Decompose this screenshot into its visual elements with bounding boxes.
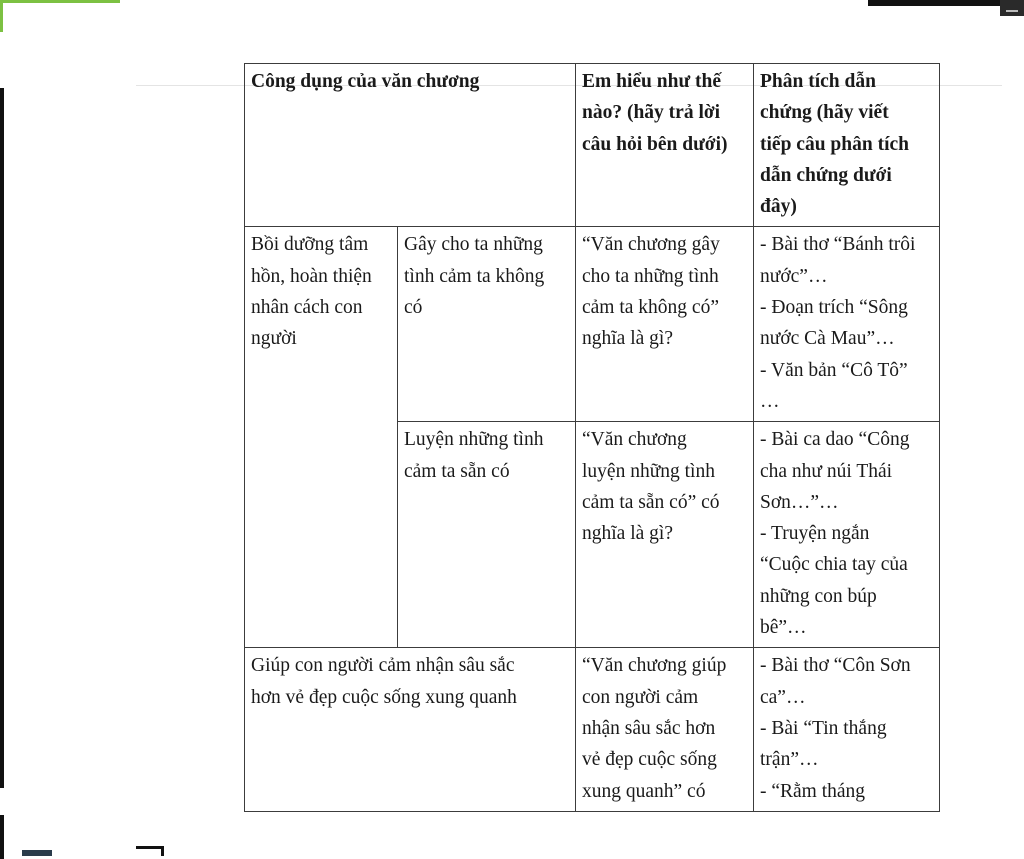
text-line: Sơn…”… — [760, 491, 839, 513]
table-row — [245, 227, 940, 422]
header-cell-uses: Công dụng của văn chương — [245, 64, 576, 227]
text-line: trận”… — [760, 749, 819, 771]
text-line: bê”… — [760, 617, 807, 639]
text-line: Bồi dưỡng tâm — [251, 234, 369, 256]
evidence-cell — [754, 422, 940, 648]
document-viewport[interactable] — [244, 71, 944, 802]
sub-cell — [398, 227, 576, 422]
page-corner-mark — [136, 846, 164, 856]
bottom-marker — [22, 850, 52, 856]
text-line: nào? (hãy trả lời — [582, 102, 721, 124]
table-header-row — [245, 64, 940, 227]
text-line: đây) — [760, 196, 797, 218]
question-cell — [576, 227, 754, 422]
text-line: Phân tích dẫn — [760, 71, 876, 92]
text-line: tiếp câu phân tích — [760, 133, 909, 155]
text-line: “Văn chương — [582, 429, 687, 451]
top-edge-bar — [868, 0, 1000, 6]
window-control-icon[interactable] — [1000, 0, 1024, 16]
text-line: người — [251, 328, 297, 350]
text-line: nước Cà Mau”… — [760, 328, 895, 350]
question-cell — [576, 422, 754, 648]
evidence-cell — [754, 648, 940, 811]
text-line: những con búp — [760, 585, 877, 607]
text-line: nghĩa là gì? — [582, 523, 673, 545]
header-cell-understanding — [576, 64, 754, 227]
text-line: con người cảm — [582, 686, 699, 708]
text-line: vẻ đẹp cuộc sống — [582, 749, 717, 771]
text-line: hơn vẻ đẹp cuộc sống xung quanh — [251, 686, 517, 708]
text-line: nhận sâu sắc hơn — [582, 717, 716, 739]
text-line: nhân cách con — [251, 297, 363, 319]
left-edge-bar-lower — [0, 815, 4, 859]
text-line: dẫn chứng dưới — [760, 164, 892, 186]
corner-frame-green — [0, 0, 120, 32]
text-line: xung quanh” có — [582, 780, 706, 802]
text-line: ca”… — [760, 686, 806, 708]
question-cell — [576, 648, 754, 811]
sub-cell — [398, 422, 576, 648]
text-line: cho ta những tình — [582, 265, 719, 287]
text-line: luyện những tình — [582, 460, 715, 482]
text-line: - Bài thơ “Bánh trôi — [760, 234, 916, 256]
text-line: - Văn bản “Cô Tô” — [760, 359, 908, 381]
text-line: cảm ta không có” — [582, 297, 719, 319]
text-line: cảm ta sẵn có” có — [582, 491, 720, 513]
text-line: … — [760, 390, 780, 412]
header-cell-analysis — [754, 64, 940, 227]
text-line: - Đoạn trích “Sông — [760, 297, 908, 319]
text-line: tình cảm ta không — [404, 265, 545, 287]
text-line: có — [404, 297, 423, 319]
text-line: nghĩa là gì? — [582, 328, 673, 350]
text-line: “Văn chương gây — [582, 234, 720, 256]
text-line: - Bài thơ “Côn Sơn — [760, 655, 911, 677]
content-table — [244, 63, 940, 812]
text-line: - Bài ca dao “Công — [760, 429, 910, 451]
text-line: Giúp con người cảm nhận sâu sắc — [251, 655, 515, 677]
text-line: cảm ta sẵn có — [404, 460, 510, 482]
text-line: - “Rằm tháng — [760, 780, 866, 802]
group-cell-nurture — [245, 227, 398, 648]
table-row — [245, 648, 940, 811]
text-line: Gây cho ta những — [404, 234, 543, 256]
merged-cell — [245, 648, 576, 811]
left-edge-bar — [0, 88, 4, 788]
text-line: Em hiểu như thế — [582, 71, 722, 92]
text-line: nước”… — [760, 265, 828, 287]
text-line: câu hỏi bên dưới) — [582, 133, 728, 155]
evidence-cell — [754, 227, 940, 422]
text-line: - Truyện ngắn — [760, 523, 870, 545]
text-line: - Bài “Tin thắng — [760, 717, 887, 739]
text-line: hồn, hoàn thiện — [251, 265, 372, 287]
text-line: cha như núi Thái — [760, 460, 893, 482]
text-line: Luyện những tình — [404, 429, 544, 451]
text-line: “Văn chương giúp — [582, 655, 727, 677]
text-line: “Cuộc chia tay của — [760, 554, 908, 576]
text-line: chứng (hãy viết — [760, 102, 889, 124]
